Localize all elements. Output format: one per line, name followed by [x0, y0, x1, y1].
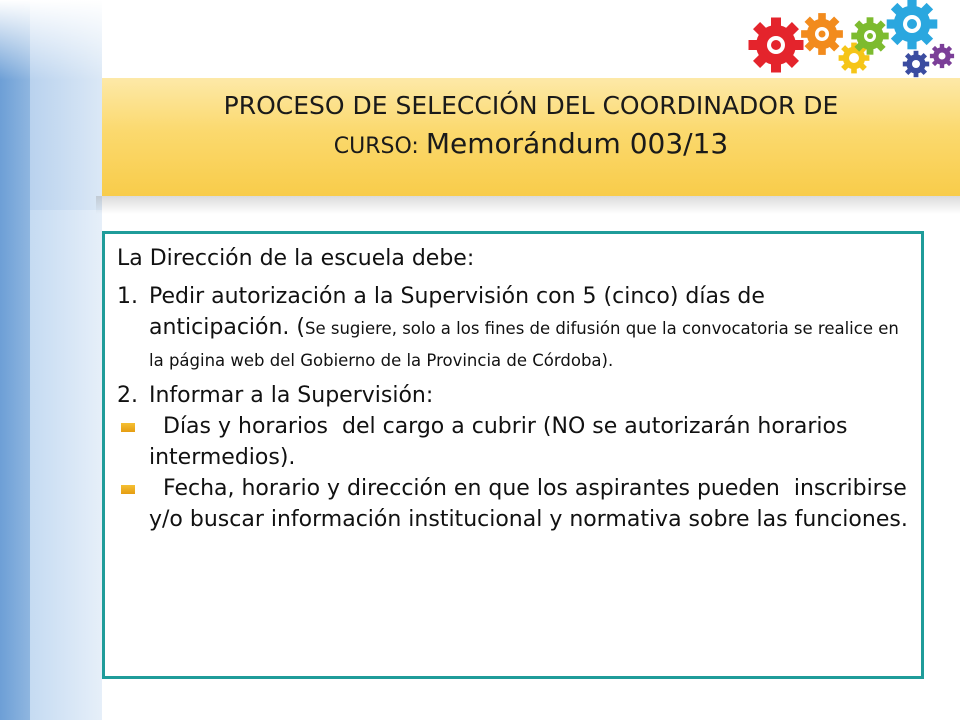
list-text-2: Informar a la Supervisión:: [149, 383, 434, 408]
bullet-item-1: [117, 411, 911, 473]
bullet-item-2: [117, 473, 914, 535]
bullet-text-1: Días y horarios del cargo a cubrir (NO se autorizarán horarios intermedios).: [149, 414, 855, 470]
title-line-1: PROCESO DE SELECCIÓN DEL COORDINADOR DE: [223, 91, 839, 120]
list-number-1: 1.: [117, 284, 138, 309]
content-box: [102, 231, 924, 679]
list-item-2: [117, 380, 911, 411]
bullet-icon: [121, 423, 135, 432]
side-bar-light: [30, 210, 102, 720]
side-bar-fade: [0, 0, 102, 80]
side-bar-outer: [0, 0, 30, 720]
list-item-1: [117, 281, 911, 376]
gears-icon: [736, 0, 960, 90]
intro-text: La Dirección de la escuela debe:: [117, 246, 475, 271]
title-shadow: [96, 196, 960, 214]
title-line-2-memo: Memorándum 003/13: [425, 127, 729, 161]
item1-note: Se sugiere, solo a los fines de difusión que la convocatoria se realice en la página web del Gobierno de la Provincia de Córdoba).: [149, 319, 899, 370]
title-line-2-prefix: CURSO:: [333, 134, 426, 160]
list-number-2: 2.: [117, 383, 138, 408]
item1-main: Pedir autorización a la Supervisión con 5 (cinco) días de anticipación. (: [149, 284, 765, 340]
title-line-2: [333, 127, 729, 161]
bullet-text-2: Fecha, horario y dirección en que los aspirantes pueden inscribirse y/o buscar información institucional y normativa sobre las funciones.: [149, 476, 914, 532]
list-text-1: [149, 281, 911, 376]
bullet-icon: [121, 485, 135, 494]
slide-title: [102, 88, 960, 165]
